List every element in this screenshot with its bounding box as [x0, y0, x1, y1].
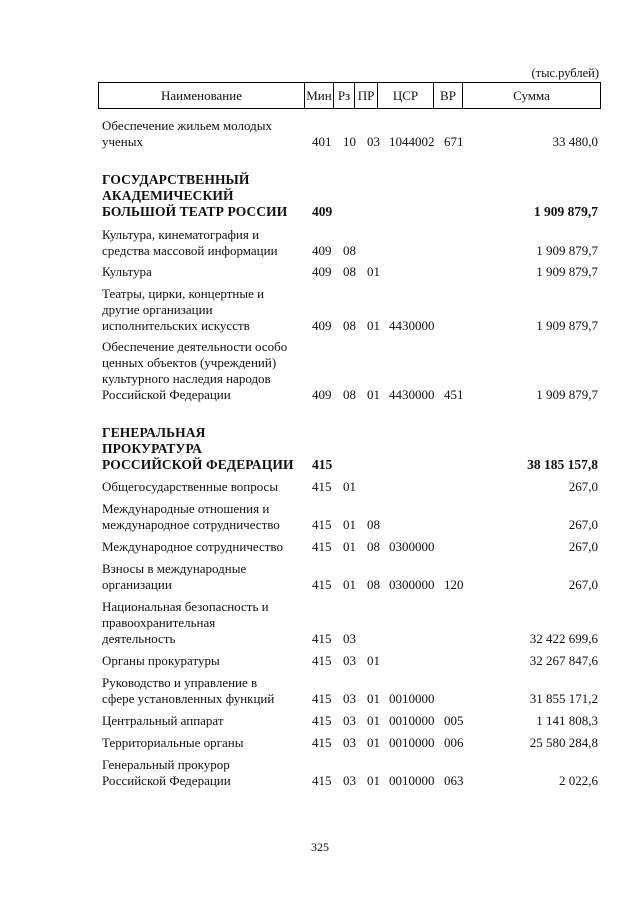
row-csr: 0010000	[389, 773, 435, 788]
row-vr: 005	[444, 713, 464, 728]
row-name: ГОСУДАРСТВЕННЫЙ АКАДЕМИЧЕСКИЙ БОЛЬШОЙ ТЕАТР РОССИИ	[102, 172, 288, 219]
row-csr: 1044002	[389, 134, 435, 149]
row-csr: 4430000	[389, 387, 435, 402]
row-pr: 01	[367, 691, 380, 706]
row-name: Театры, цирки, концертные и другие организации исполнительских искусств	[102, 286, 265, 333]
row-min: 401	[312, 134, 332, 149]
row-sum: 1 909 879,7	[533, 204, 598, 219]
row-rz: 10	[343, 134, 356, 149]
header-vr: ВР	[434, 83, 463, 108]
row-pr: 01	[367, 773, 380, 788]
row-min: 409	[312, 387, 332, 402]
row-min: 415	[312, 577, 332, 592]
row-min: 415	[312, 713, 332, 728]
header-sum: Сумма	[513, 88, 550, 103]
row-name: Международные отношения и международное сотрудничество	[102, 501, 280, 532]
row-vr: 063	[444, 773, 464, 788]
row-vr: 451	[444, 387, 464, 402]
row-sum: 31 855 171,2	[529, 691, 598, 706]
row-sum: 2 022,6	[559, 773, 598, 788]
row-name: Взносы в международные организации	[102, 561, 247, 592]
row-sum: 38 185 157,8	[527, 457, 598, 472]
units-label: (тыс.рублей)	[531, 66, 599, 80]
row-csr: 4430000	[389, 318, 435, 333]
row-rz: 03	[343, 735, 356, 750]
header-min: Мин	[305, 83, 334, 108]
row-min: 415	[312, 539, 332, 554]
row-name: ГЕНЕРАЛЬНАЯ ПРОКУРАТУРА РОССИЙСКОЙ ФЕДЕРАЦИИ	[102, 425, 294, 472]
row-name: Территориальные органы	[102, 735, 244, 750]
row-min: 409	[312, 204, 333, 219]
row-min: 415	[312, 631, 332, 646]
row-rz: 08	[343, 387, 356, 402]
header-name: Наименование	[99, 83, 305, 108]
row-name: Общегосударственные вопросы	[102, 479, 279, 494]
row-min: 415	[312, 735, 332, 750]
row-pr: 08	[367, 517, 380, 532]
row-sum: 1 909 879,7	[536, 387, 598, 402]
row-rz: 01	[343, 539, 356, 554]
row-vr: 671	[444, 134, 464, 149]
row-rz: 01	[343, 479, 356, 494]
row-csr: 0010000	[389, 735, 435, 750]
row-sum: 1 909 879,7	[536, 264, 598, 279]
row-vr: 006	[444, 735, 464, 750]
row-min: 409	[312, 318, 332, 333]
header-csr: ЦСР	[378, 83, 434, 108]
row-pr: 08	[367, 577, 380, 592]
row-rz: 03	[343, 631, 356, 646]
row-name: Органы прокуратуры	[102, 653, 220, 668]
row-sum: 1 909 879,7	[536, 243, 598, 258]
row-vr: 120	[444, 577, 464, 592]
header-pr: ПР	[355, 83, 378, 108]
row-rz: 03	[343, 691, 356, 706]
row-name: Культура, кинематография и средства массовой информации	[102, 227, 278, 258]
row-sum: 1 141 808,3	[536, 713, 598, 728]
row-pr: 08	[367, 539, 380, 554]
row-name: Национальная безопасность и правоохранительная деятельность	[102, 599, 269, 646]
row-rz: 08	[343, 243, 356, 258]
row-rz: 01	[343, 577, 356, 592]
row-rz: 08	[343, 264, 356, 279]
row-csr: 0010000	[389, 713, 435, 728]
header-rz: Рз	[334, 83, 355, 108]
row-pr: 01	[367, 264, 380, 279]
row-pr: 01	[367, 318, 380, 333]
row-name: Обеспечение деятельности особо ценных объектов (учреждений) культурного наследия народов Российской Федерации	[102, 339, 288, 402]
row-min: 415	[312, 773, 332, 788]
row-name: Генеральный прокурор Российской Федерации	[102, 757, 231, 788]
row-csr: 0300000	[389, 577, 435, 592]
row-min: 415	[312, 457, 333, 472]
row-sum: 267,0	[568, 577, 598, 592]
row-sum: 267,0	[568, 517, 598, 532]
row-sum: 1 909 879,7	[536, 318, 598, 333]
row-name: Международное сотрудничество	[102, 539, 283, 554]
row-rz: 03	[343, 773, 356, 788]
row-pr: 01	[367, 713, 380, 728]
row-pr: 01	[367, 387, 380, 402]
row-rz: 01	[343, 517, 356, 532]
row-min: 415	[312, 479, 332, 494]
row-pr: 01	[367, 735, 380, 750]
row-name: Культура	[102, 264, 152, 279]
row-sum: 33 480,0	[552, 134, 598, 149]
row-sum: 267,0	[568, 479, 598, 494]
row-name: Руководство и управление в сфере установленных функций	[102, 675, 275, 706]
row-csr: 0010000	[389, 691, 435, 706]
table-header	[98, 82, 601, 109]
row-min: 415	[312, 517, 332, 532]
row-min: 415	[312, 691, 332, 706]
row-rz: 03	[343, 713, 356, 728]
row-sum: 32 422 699,6	[529, 631, 598, 646]
row-sum: 32 267 847,6	[529, 653, 598, 668]
row-pr: 01	[367, 653, 380, 668]
row-sum: 25 580 284,8	[529, 735, 598, 750]
row-min: 409	[312, 243, 332, 258]
row-pr: 03	[367, 134, 380, 149]
row-rz: 08	[343, 318, 356, 333]
row-csr: 0300000	[389, 539, 435, 554]
row-min: 409	[312, 264, 332, 279]
page-number: 325	[311, 840, 329, 854]
row-min: 415	[312, 653, 332, 668]
row-name: Центральный аппарат	[102, 713, 224, 728]
row-name: Обеспечение жильем молодых ученых	[102, 118, 272, 149]
row-sum: 267,0	[568, 539, 598, 554]
row-rz: 03	[343, 653, 356, 668]
